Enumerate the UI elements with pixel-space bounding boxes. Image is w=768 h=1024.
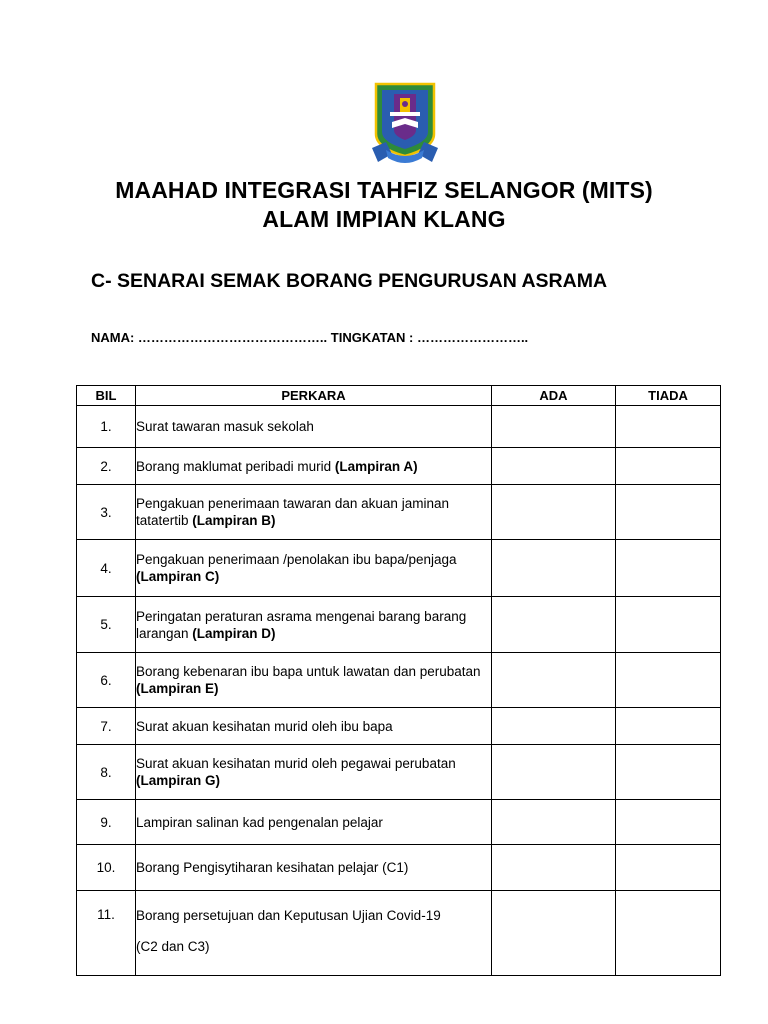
name-grade-line: NAMA: …………………………………….. TINGKATAN : …………………….. — [91, 330, 529, 345]
row-item-text: Peringatan peraturan asrama mengenai barang barang larangan — [136, 608, 467, 641]
table-row — [77, 891, 721, 976]
table-row — [77, 800, 721, 845]
row-item-text: Lampiran salinan kad pengenalan pelajar — [136, 814, 383, 830]
tiada-checkbox-cell[interactable] — [616, 800, 721, 845]
row-item — [136, 406, 492, 448]
tiada-checkbox-cell[interactable] — [616, 708, 721, 745]
row-item-text: Borang Pengisytiharan kesihatan pelajar (C1) — [136, 860, 409, 875]
header-bil: BIL — [77, 386, 136, 406]
row-item — [136, 800, 492, 845]
school-crest-logo — [372, 82, 438, 168]
ada-checkbox-cell[interactable] — [492, 448, 616, 485]
row-number: 3. — [77, 485, 136, 540]
row-item-text: Pengakuan penerimaan /penolakan ibu bapa/penjaga — [136, 552, 457, 567]
row-item — [136, 845, 492, 891]
tiada-checkbox-cell[interactable] — [616, 653, 721, 708]
form-title: C- SENARAI SEMAK BORANG PENGURUSAN ASRAMA — [91, 270, 608, 292]
tiada-checkbox-cell[interactable] — [616, 745, 721, 800]
row-number: 5. — [77, 597, 136, 653]
row-item — [136, 448, 492, 485]
table-header-row — [77, 386, 721, 406]
row-item-text: Borang maklumat peribadi murid — [136, 458, 335, 474]
row-item-attachment: (Lampiran A) — [334, 458, 418, 474]
row-item-text: Borang kebenaran ibu bapa untuk lawatan dan perubatan — [136, 664, 481, 679]
ada-checkbox-cell[interactable] — [492, 406, 616, 448]
school-name-line1: MAAHAD INTEGRASI TAHFIZ SELANGOR (MITS) — [115, 177, 653, 203]
ada-checkbox-cell[interactable] — [492, 540, 616, 597]
ada-checkbox-cell[interactable] — [492, 891, 616, 976]
row-item-text: Pengakuan penerimaan tawaran dan akuan jaminan tatatertib — [136, 496, 449, 528]
header-ada: ADA — [492, 386, 616, 406]
table-row — [77, 653, 721, 708]
table-row — [77, 745, 721, 800]
tiada-checkbox-cell[interactable] — [616, 448, 721, 485]
ada-checkbox-cell[interactable] — [492, 708, 616, 745]
table-row — [77, 406, 721, 448]
row-number: 7. — [77, 708, 136, 745]
row-number: 11. — [77, 891, 136, 976]
row-item-attachment: (Lampiran B) — [192, 513, 276, 528]
row-item — [136, 540, 492, 597]
row-number: 9. — [77, 800, 136, 845]
ada-checkbox-cell[interactable] — [492, 597, 616, 653]
ada-checkbox-cell[interactable] — [492, 745, 616, 800]
row-number: 6. — [77, 653, 136, 708]
row-item — [136, 485, 492, 540]
school-title — [0, 176, 768, 234]
row-item-text: Surat akuan kesihatan murid oleh ibu bapa — [136, 718, 393, 734]
row-item-attachment: (Lampiran D) — [192, 625, 276, 641]
table-row — [77, 708, 721, 745]
row-item-text: Surat tawaran masuk sekolah — [136, 419, 314, 434]
tiada-checkbox-cell[interactable] — [616, 845, 721, 891]
row-item-text: Borang persetujuan dan Keputusan Ujian Covid-19 — [136, 908, 441, 923]
ada-checkbox-cell[interactable] — [492, 653, 616, 708]
row-number: 2. — [77, 448, 136, 485]
table-row — [77, 448, 721, 485]
row-item-attachment: (Lampiran E) — [136, 681, 219, 696]
row-item — [136, 745, 492, 800]
tiada-checkbox-cell[interactable] — [616, 597, 721, 653]
ada-checkbox-cell[interactable] — [492, 845, 616, 891]
checklist-table — [76, 385, 721, 976]
row-item-text: Surat akuan kesihatan murid oleh pegawai perubatan — [136, 756, 456, 771]
table-row — [77, 485, 721, 540]
row-item — [136, 597, 492, 653]
tiada-checkbox-cell[interactable] — [616, 406, 721, 448]
school-name-line2: ALAM IMPIAN KLANG — [262, 206, 506, 232]
row-item — [136, 891, 492, 976]
row-number: 10. — [77, 845, 136, 891]
header-tiada: TIADA — [616, 386, 721, 406]
row-item — [136, 653, 492, 708]
ada-checkbox-cell[interactable] — [492, 485, 616, 540]
header-perkara: PERKARA — [136, 386, 492, 406]
row-number: 8. — [77, 745, 136, 800]
tiada-checkbox-cell[interactable] — [616, 540, 721, 597]
table-row — [77, 597, 721, 653]
table-row — [77, 540, 721, 597]
row-item-attachment: (Lampiran G) — [136, 773, 221, 788]
tiada-checkbox-cell[interactable] — [616, 891, 721, 976]
row-item-text-line2: (C2 dan C3) — [136, 939, 210, 954]
row-item — [136, 708, 492, 745]
ada-checkbox-cell[interactable] — [492, 800, 616, 845]
table-row — [77, 845, 721, 891]
tiada-checkbox-cell[interactable] — [616, 485, 721, 540]
row-number: 4. — [77, 540, 136, 597]
row-item-attachment: (Lampiran C) — [136, 569, 220, 584]
row-number: 1. — [77, 406, 136, 448]
